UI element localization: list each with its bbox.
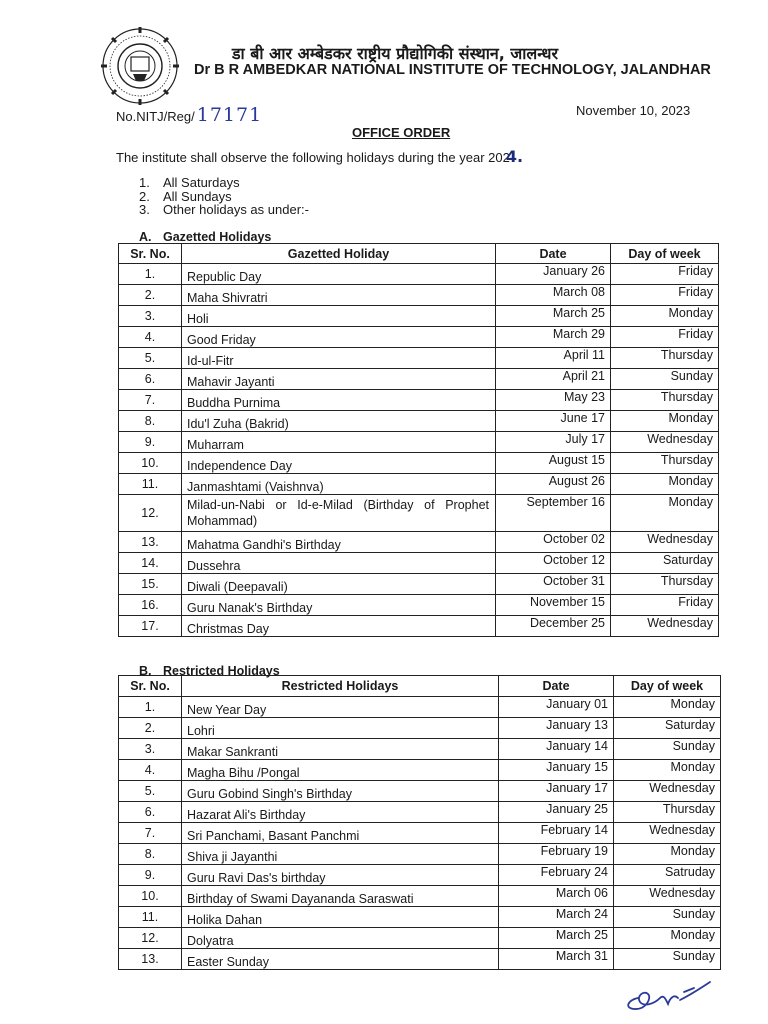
list-item: 1. All Saturdays — [139, 175, 240, 190]
list-item: 2. All Sundays — [139, 188, 232, 204]
section-heading-restricted: B. Restricted Holidays — [139, 664, 280, 678]
holiday-categories-list — [139, 176, 309, 217]
document-title: OFFICE ORDER — [352, 125, 451, 140]
table-row: 11. Janmashtami (Vaishnva) August 26 Monday — [119, 474, 719, 495]
table-row: 11. Holika Dahan March 24 Sunday — [119, 907, 721, 928]
table-row: 1. New Year Day January 01 Monday — [119, 697, 721, 718]
table-row: 7. Sri Panchami, Basant Panchmi February 14 Wednesday — [119, 823, 721, 844]
column-header-sr-no: Sr. No. — [119, 676, 182, 697]
column-header-holiday: Gazetted Holiday — [182, 244, 496, 264]
institute-name-english: Dr B R AMBEDKAR NATIONAL INSTITUTE OF TECHNOLOGY, JALANDHAR — [194, 62, 711, 78]
gazetted-holidays-table — [118, 243, 719, 637]
table-row: 12. Milad-un-Nabi or Id-e-Milad (Birthday of Prophet Mohammad) September 16 Monday — [119, 495, 719, 532]
restricted-holidays-table — [118, 675, 721, 970]
order-date: November 10, 2023 — [576, 103, 691, 118]
table-row: 3. Makar Sankranti January 14 Sunday — [119, 739, 721, 760]
reference-number — [116, 104, 262, 126]
table-row: 6. Hazarat Ali's Birthday January 25 Thursday — [119, 802, 721, 823]
table-row: 2. Maha Shivratri March 08 Friday — [119, 285, 719, 306]
table-row: 10. Independence Day August 15 Thursday — [119, 453, 719, 474]
table-row: 15. Diwali (Deepavali) October 31 Thursday — [119, 574, 719, 595]
table-row: 13. Mahatma Gandhi's Birthday October 02 Wednesday — [119, 532, 719, 553]
table-row: 4. Good Friday March 29 Friday — [119, 327, 719, 348]
table-row: 4. Magha Bihu /Pongal January 15 Monday — [119, 760, 721, 781]
table-row: 8. Shiva ji Jayanthi February 19 Monday — [119, 844, 721, 865]
handwritten-reference-number: 17171 — [196, 104, 263, 126]
table-header-row — [119, 244, 719, 264]
table-row: 5. Guru Gobind Singh's Birthday January 17 Wednesday — [119, 781, 721, 802]
table-row: 14. Dussehra October 12 Saturday — [119, 553, 719, 574]
table-row: 9. Muharram July 17 Wednesday — [119, 432, 719, 453]
column-header-date: Date — [499, 676, 614, 697]
institute-name-hindi: डा बी आर अम्बेडकर राष्ट्रीय प्रौद्योगिकी संस्थान, जालन्धर — [232, 44, 559, 63]
table-row: 12. Dolyatra March 25 Monday — [119, 928, 721, 949]
handwritten-year-digit: 4. — [505, 147, 524, 166]
intro-paragraph — [116, 147, 523, 166]
column-header-sr-no: Sr. No. — [119, 244, 182, 264]
table-row: 8. Idu'l Zuha (Bakrid) June 17 Monday — [119, 411, 719, 432]
section-heading-gazetted: A. Gazetted Holidays — [139, 230, 272, 244]
table-row: 6. Mahavir Jayanti April 21 Sunday — [119, 369, 719, 390]
column-header-date: Date — [496, 244, 611, 264]
institute-logo — [100, 26, 180, 106]
table-row: 16. Guru Nanak's Birthday November 15 Friday — [119, 595, 719, 616]
table-row: 7. Buddha Purnima May 23 Thursday — [119, 390, 719, 411]
table-row: 2. Lohri January 13 Saturday — [119, 718, 721, 739]
table-row: 17. Christmas Day December 25 Wednesday — [119, 616, 719, 637]
table-header-row — [119, 676, 721, 697]
column-header-day-of-week: Day of week — [614, 676, 721, 697]
table-row: 1. Republic Day January 26 Friday — [119, 264, 719, 285]
list-item: 3. Other holidays as under:- — [139, 202, 309, 217]
table-row: 5. Id-ul-Fitr April 11 Thursday — [119, 348, 719, 369]
table-row: 3. Holi March 25 Monday — [119, 306, 719, 327]
table-row: 10. Birthday of Swami Dayananda Saraswati March 06 Wednesday — [119, 886, 721, 907]
column-header-holiday: Restricted Holidays — [182, 676, 499, 697]
intro-text: The institute shall observe the following holidays during the year 202 — [116, 150, 510, 165]
column-header-day-of-week: Day of week — [611, 244, 719, 264]
table-row: 9. Guru Ravi Das's birthday February 24 Satruday — [119, 865, 721, 886]
table-row: 13. Easter Sunday March 31 Sunday — [119, 949, 721, 970]
signature — [622, 976, 718, 1012]
reference-prefix: No.NITJ/Reg/ — [116, 109, 195, 124]
